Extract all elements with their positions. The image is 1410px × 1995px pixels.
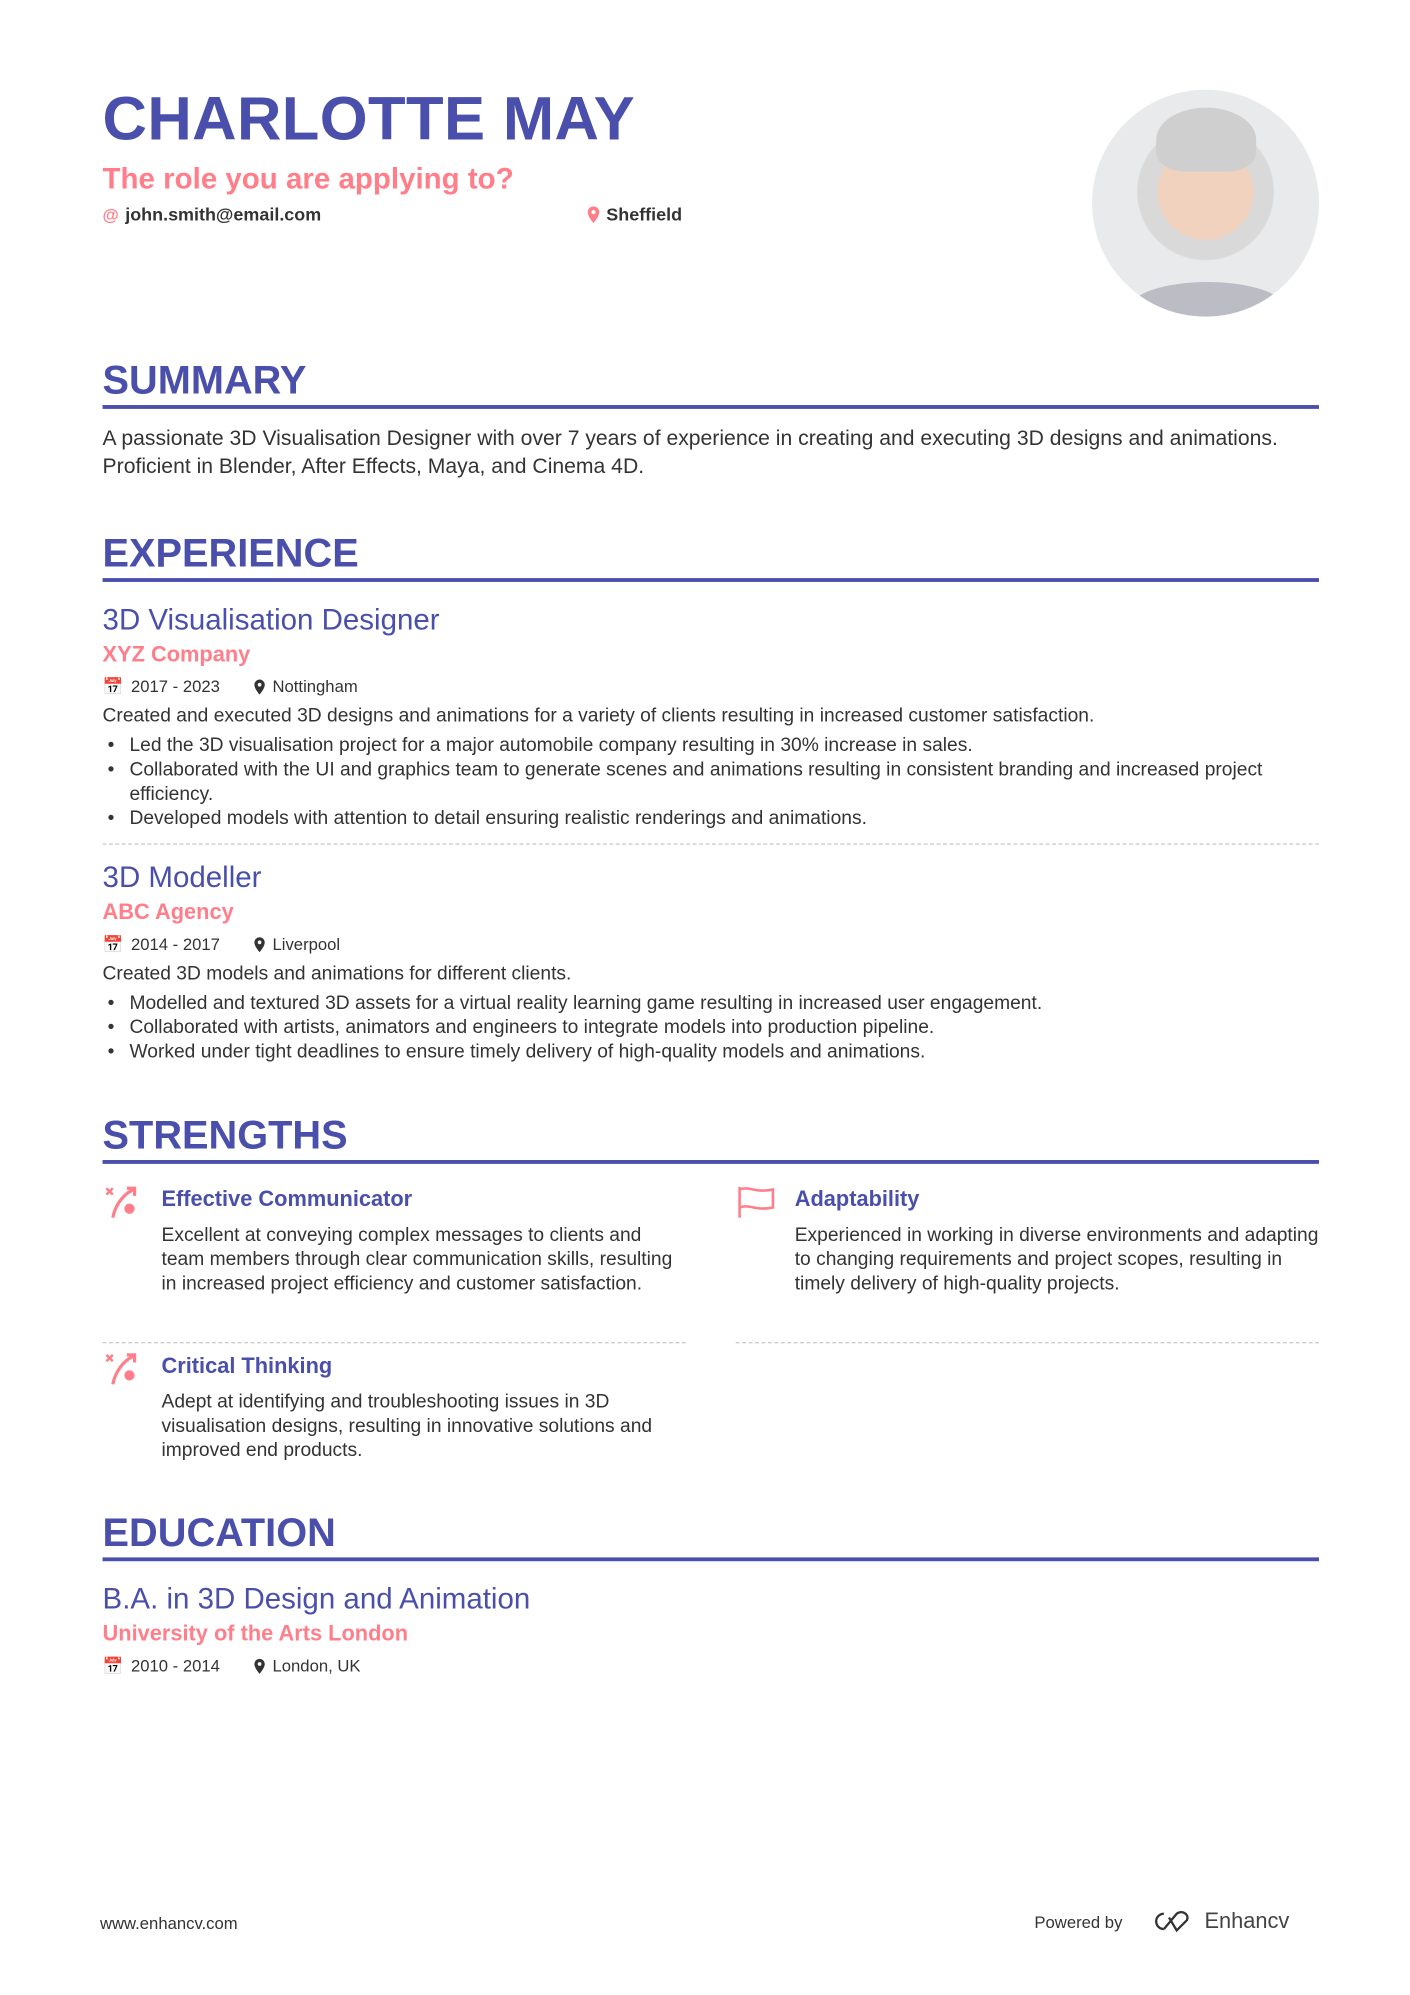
experience-section <box>103 532 1319 1064</box>
job-meta <box>103 934 1319 955</box>
contact-location <box>587 204 682 225</box>
job-dates: 2017 - 2023 <box>130 676 220 697</box>
job-company: XYZ Company <box>102 642 251 667</box>
education-section <box>103 1511 1319 1676</box>
job-entry <box>103 858 1319 1064</box>
education-entry <box>103 1579 1319 1676</box>
bullet: • Led the 3D visualisation project for a major automobile company resulting in 30% increase in sales. <box>103 733 1319 757</box>
job-location: Liverpool <box>272 934 341 954</box>
degree: B.A. in 3D Design and Animation <box>102 1581 531 1616</box>
calendar-icon: 📅 <box>102 1656 124 1676</box>
strength-item <box>103 1343 686 1510</box>
job-dates: 2014 - 2017 <box>130 934 220 954</box>
job-bullets <box>103 991 1319 1064</box>
job-title: 3D Modeller <box>102 860 262 894</box>
divider <box>103 843 1319 844</box>
education-dates: 2010 - 2014 <box>130 1656 220 1676</box>
powered-by-text: Powered by <box>1034 1911 1123 1932</box>
location-pin-icon <box>253 1659 265 1674</box>
section-title: EXPERIENCE <box>103 532 1319 582</box>
job-title: 3D Visualisation Designer <box>102 602 440 636</box>
footer-branding <box>1034 1909 1289 1935</box>
job-location: Nottingham <box>272 676 358 697</box>
strength-title: Adaptability <box>794 1186 920 1212</box>
strategy-icon <box>103 1184 144 1329</box>
location-text: Sheffield <box>606 203 683 225</box>
strength-title: Critical Thinking <box>161 1353 333 1378</box>
calendar-icon: 📅 <box>102 676 124 697</box>
job-meta <box>103 677 1319 698</box>
bullet: • Modelled and textured 3D assets for a virtual reality learning game resulting in increased user engagement. <box>103 991 1319 1015</box>
section-title: EDUCATION <box>103 1511 1319 1561</box>
summary-text: A passionate 3D Visualisation Designer with over 7 years of experience in creating and executing 3D designs and animations. Proficient in Blender, After Effects, Maya, and Cinema 4D. <box>102 426 1278 479</box>
flag-icon <box>736 1184 777 1329</box>
profile-photo <box>1092 90 1319 317</box>
strength-item <box>736 1177 1319 1344</box>
strength-title: Effective Communicator <box>161 1186 413 1212</box>
education-meta <box>103 1656 1319 1677</box>
education-location: London, UK <box>272 1656 361 1676</box>
strengths-section <box>103 1114 1319 1510</box>
section-title: STRENGTHS <box>103 1114 1319 1164</box>
calendar-icon: 📅 <box>102 934 124 954</box>
brand-name: Enhancv <box>1204 1908 1290 1933</box>
school: University of the Arts London <box>102 1621 409 1646</box>
location-pin-icon <box>253 937 265 952</box>
enhancv-logo <box>1148 1909 1289 1935</box>
strength-text: Adept at identifying and troubleshooting issues in 3D visualisation designs, resulting in innovative solutions and improved end products. <box>161 1390 653 1462</box>
candidate-role: The role you are applying to? <box>102 161 514 195</box>
job-company: ABC Agency <box>102 899 234 925</box>
contact-email[interactable] <box>103 204 322 225</box>
job-entry <box>103 600 1319 845</box>
job-bullets <box>103 733 1319 830</box>
strategy-icon <box>103 1351 144 1497</box>
bullet: • Developed models with attention to detail ensuring realistic renderings and animations. <box>103 806 1319 830</box>
location-pin-icon <box>587 206 600 223</box>
enhancv-logo-icon <box>1148 1910 1194 1933</box>
location-pin-icon <box>253 679 265 694</box>
at-icon: @ <box>102 204 119 224</box>
job-description: Created and executed 3D designs and animations for a variety of clients resulting in increased customer satisfaction. <box>102 704 1095 727</box>
strength-text: Experienced in working in diverse environments and adapting to changing requirements and project scopes, resulting in timely delivery of high-quality projects. <box>794 1224 1319 1295</box>
strength-item <box>103 1177 686 1344</box>
bullet: • Collaborated with artists, animators and engineers to integrate models into production pipeline. <box>103 1015 1319 1039</box>
section-title: SUMMARY <box>103 359 1319 409</box>
bullet: • Collaborated with the UI and graphics team to generate scenes and animations resulting in consistent branding and increased project efficiency. <box>103 758 1319 807</box>
job-description: Created 3D models and animations for different clients. <box>102 962 572 985</box>
strength-text: Excellent at conveying complex messages to clients and team members through clear communication skills, resulting in increased project efficiency and customer satisfaction. <box>161 1224 673 1295</box>
email-text: john.smith@email.com <box>125 203 322 225</box>
candidate-name: CHARLOTTE MAY <box>102 85 636 154</box>
bullet: • Worked under tight deadlines to ensure timely delivery of high-quality models and animations. <box>103 1040 1319 1064</box>
footer-website[interactable]: www.enhancv.com <box>99 1913 238 1933</box>
summary-section <box>103 359 1319 481</box>
